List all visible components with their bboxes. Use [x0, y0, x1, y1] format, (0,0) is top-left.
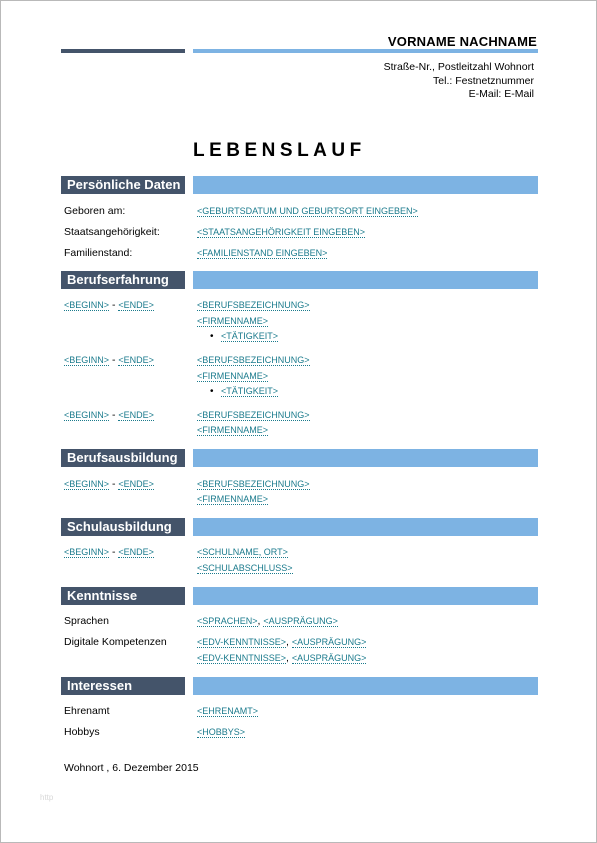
skills-digital-2: <EDV-KENNTNISSE>, <AUSPRÄGUNG> — [197, 652, 367, 664]
placeholder-field[interactable]: <BERUFSBEZEICHNUNG> — [197, 300, 310, 310]
begin-field[interactable]: <BEGINN> — [64, 355, 110, 365]
section-bar — [193, 677, 538, 695]
section-bar — [193, 271, 538, 289]
placeholder-field[interactable]: <BERUFSBEZEICHNUNG> — [197, 479, 310, 489]
row-label: Digitale Kompetenzen — [64, 636, 167, 648]
row-label: Geboren am: — [64, 205, 126, 217]
section-school — [61, 518, 538, 536]
placeholder-field[interactable]: <AUSPRÄGUNG> — [263, 616, 338, 626]
placeholder-field[interactable]: <AUSPRÄGUNG> — [291, 637, 367, 647]
section-personal — [61, 176, 538, 194]
row-label: Sprachen — [64, 615, 109, 627]
end-field[interactable]: <ENDE> — [118, 479, 154, 489]
placeholder-field[interactable]: <SPRACHEN> — [197, 616, 258, 626]
placeholder-field[interactable]: <FIRMENNAME> — [197, 425, 269, 435]
bullet-icon: • — [210, 386, 214, 397]
date-range: <BEGINN> - <ENDE> — [64, 409, 154, 421]
section-heading: Berufserfahrung — [61, 271, 185, 289]
section-heading: Interessen — [61, 677, 185, 695]
phone-line: Tel.: Festnetznummer — [433, 74, 534, 87]
section-bar — [193, 518, 538, 536]
address-line: Straße-Nr., Postleitzahl Wohnort — [383, 61, 534, 73]
placeholder-field[interactable]: <HOBBYS> — [197, 727, 246, 737]
row-label: Staatsangehörigkeit: — [64, 226, 160, 238]
placeholder-field[interactable]: <AUSPRÄGUNG> — [291, 653, 367, 663]
applicant-name: VORNAME NACHNAME — [387, 34, 537, 49]
section-bar — [193, 449, 538, 467]
section-heading: Schulausbildung — [61, 518, 185, 536]
end-field[interactable]: <ENDE> — [118, 547, 154, 557]
placeholder-field[interactable]: <EHRENAMT> — [197, 706, 259, 716]
placeholder-field[interactable]: <FIRMENNAME> — [197, 494, 269, 504]
placeholder-field[interactable]: <STAATSANGEHÖRIGKEIT EINGEBEN> — [197, 227, 366, 237]
row-label: Familienstand: — [64, 247, 133, 259]
section-bar — [193, 587, 538, 605]
skills-languages: <SPRACHEN>, <AUSPRÄGUNG> — [197, 615, 338, 627]
bullet-icon: • — [210, 331, 214, 342]
section-work — [61, 271, 538, 289]
placeholder-field[interactable]: <SCHULNAME, ORT> — [197, 547, 288, 557]
header-accent-light — [193, 49, 538, 53]
document-title: LEBENSLAUF — [193, 140, 366, 161]
placeholder-field[interactable]: <BERUFSBEZEICHNUNG> — [197, 410, 310, 420]
placeholder-field[interactable]: <GEBURTSDATUM UND GEBURTSORT EINGEBEN> — [197, 206, 418, 216]
placeholder-field[interactable]: <SCHULABSCHLUSS> — [197, 563, 293, 573]
date-range: <BEGINN> - <ENDE> — [64, 299, 154, 311]
section-heading: Kenntnisse — [61, 587, 185, 605]
begin-field[interactable]: <BEGINN> — [64, 300, 110, 310]
placeholder-field[interactable]: <TÄTIGKEIT> — [221, 386, 279, 396]
section-interests — [61, 677, 538, 695]
placeholder-field[interactable]: <EDV-KENNTNISSE> — [197, 637, 287, 647]
section-heading: Persönliche Daten — [61, 176, 185, 194]
section-training — [61, 449, 538, 467]
date-range: <BEGINN> - <ENDE> — [64, 546, 154, 558]
section-skills — [61, 587, 538, 605]
begin-field[interactable]: <BEGINN> — [64, 479, 110, 489]
placeholder-field[interactable]: <BERUFSBEZEICHNUNG> — [197, 355, 310, 365]
section-heading: Berufsausbildung — [61, 449, 185, 467]
section-bar — [193, 176, 538, 194]
placeholder-field[interactable]: <TÄTIGKEIT> — [221, 331, 279, 341]
date-range: <BEGINN> - <ENDE> — [64, 354, 154, 366]
watermark: http — [40, 793, 54, 802]
row-label: Hobbys — [64, 726, 100, 738]
placeholder-field[interactable]: <FAMILIENSTAND EINGEBEN> — [197, 248, 328, 258]
placeholder-field[interactable]: <FIRMENNAME> — [197, 316, 269, 326]
contact-block — [384, 61, 534, 102]
begin-field[interactable]: <BEGINN> — [64, 410, 110, 420]
date-range: <BEGINN> - <ENDE> — [64, 478, 154, 490]
skills-digital-1: <EDV-KENNTNISSE>, <AUSPRÄGUNG> — [197, 636, 367, 648]
end-field[interactable]: <ENDE> — [118, 300, 154, 310]
placeholder-field[interactable]: <EDV-KENNTNISSE> — [197, 653, 287, 663]
placeholder-field[interactable]: <FIRMENNAME> — [197, 371, 269, 381]
header-accent-dark — [61, 49, 185, 53]
end-field[interactable]: <ENDE> — [118, 355, 154, 365]
row-label: Ehrenamt — [64, 705, 110, 717]
email-line: E-Mail: E-Mail — [468, 88, 534, 100]
begin-field[interactable]: <BEGINN> — [64, 547, 110, 557]
end-field[interactable]: <ENDE> — [118, 410, 154, 420]
place-date: Wohnort , 6. Dezember 2015 — [64, 762, 199, 774]
